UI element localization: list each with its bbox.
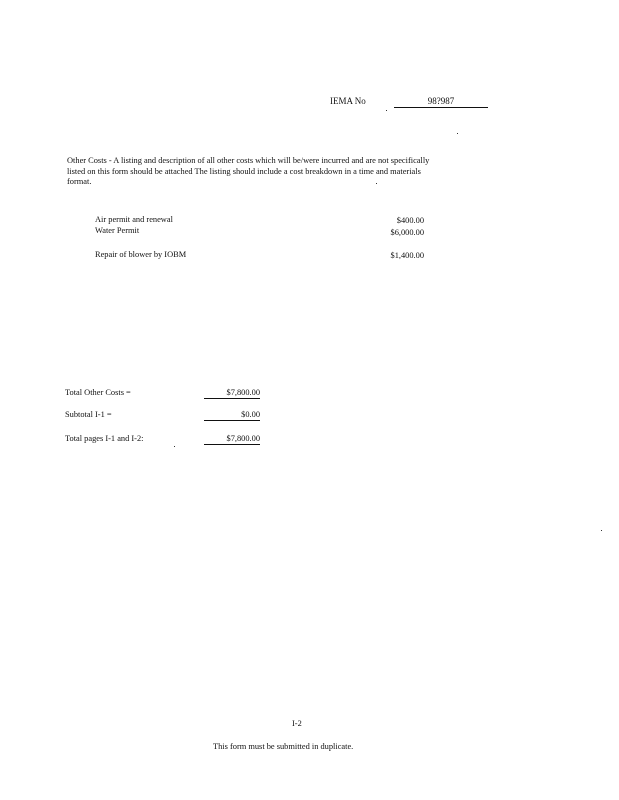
total-other-costs-label: Total Other Costs = (65, 388, 131, 397)
other-costs-instructions (67, 156, 477, 188)
cost-item-value: $1,400.00 (390, 251, 424, 260)
total-pages-label: Total pages I-1 and I-2: (65, 434, 144, 443)
subtotal-label: Subtotal I-1 = (65, 410, 112, 419)
cost-item-label: Water Permit (95, 226, 140, 235)
instructions-line-3: format. (67, 177, 92, 186)
cost-item-value: $6,000.00 (390, 228, 424, 237)
page-number: I-2 (292, 719, 302, 728)
scan-speck (174, 446, 175, 447)
iema-number-value: 98?987 (394, 96, 488, 108)
instructions-line-1: Other Costs - A listing and description of all other costs which will be/were incurred and are not specifically (67, 156, 430, 165)
scan-speck (376, 183, 377, 184)
scan-speck (386, 110, 387, 111)
total-other-costs-value: $7,800.00 (204, 388, 260, 399)
scan-speck (601, 530, 602, 531)
total-pages-value: $7,800.00 (204, 434, 260, 445)
cost-item-label: Air permit and renewal (95, 215, 173, 224)
submission-note: This form must be submitted in duplicate. (213, 742, 354, 751)
cost-item-label: Repair of blower by IOBM (95, 250, 187, 259)
subtotal-value: $0.00 (204, 410, 260, 421)
cost-item-value: $400.00 (396, 216, 424, 225)
iema-number-label: IEMA No (330, 96, 366, 106)
instructions-line-2: listed on this form should be attached The listing should include a cost breakdown in a time and materials (67, 166, 421, 176)
scan-speck (457, 133, 458, 134)
